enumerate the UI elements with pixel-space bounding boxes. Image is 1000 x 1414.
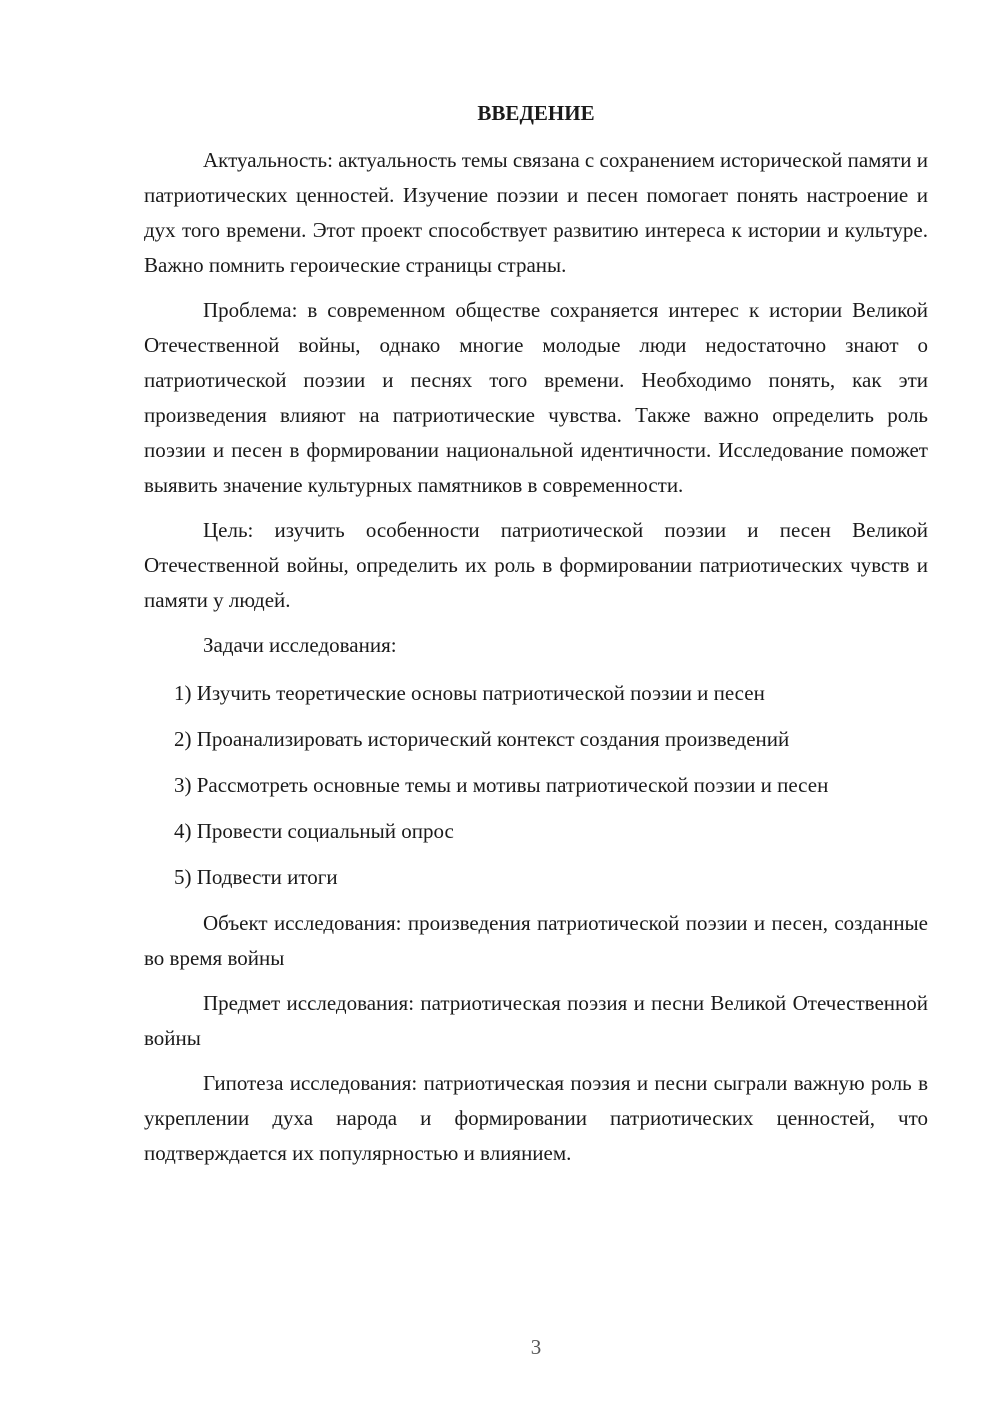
tasks-heading: Задачи исследования: bbox=[203, 633, 397, 657]
object-paragraph: Объект исследования: произведения патриотической поэзии и песен, созданные во время войны bbox=[144, 911, 928, 970]
hypothesis-paragraph: Гипотеза исследования: патриотическая поэзия и песни сыграли важную роль в укреплении духа народа и формировании патриотических ценностей, что подтверждается их популярностью и влиянием. bbox=[144, 1071, 928, 1165]
task-item: 3) Рассмотреть основные темы и мотивы патриотической поэзии и песен bbox=[174, 773, 829, 797]
goal-paragraph: Цель: изучить особенности патриотической поэзии и песен Великой Отечественной войны, определить их роль в формировании патриотических чувств и памяти у людей. bbox=[144, 518, 928, 612]
subject-paragraph: Предмет исследования: патриотическая поэзия и песни Великой Отечественной войны bbox=[144, 991, 928, 1050]
page-content bbox=[144, 96, 928, 1181]
relevance-paragraph: Актуальность: актуальность темы связана с сохранением исторической памяти и патриотических ценностей. Изучение поэзии и песен помогает понять настроение и дух того времени. Этот проект способствует развитию интереса к истории и культуре. Важно помнить героические страницы страны. bbox=[144, 148, 928, 277]
task-item: 1) Изучить теоретические основы патриотической поэзии и песен bbox=[174, 681, 765, 705]
problem-paragraph: Проблема: в современном обществе сохраняется интерес к истории Великой Отечественной войны, однако многие молодые люди недостаточно знают о патриотической поэзии и песнях того времени. Необходимо понять, как эти произведения влияют на патриотические чувства. Также важно определить роль поэзии и песен в формировании национальной идентичности. Исследование поможет выявить значение культурных памятников в современности. bbox=[144, 298, 928, 497]
page-number: 3 bbox=[530, 1335, 542, 1359]
task-item: 5) Подвести итоги bbox=[174, 865, 338, 889]
task-item: 2) Проанализировать исторический контекст создания произведений bbox=[174, 727, 790, 751]
section-title: ВВЕДЕНИЕ bbox=[477, 101, 595, 125]
task-item: 4) Провести социальный опрос bbox=[174, 819, 454, 843]
